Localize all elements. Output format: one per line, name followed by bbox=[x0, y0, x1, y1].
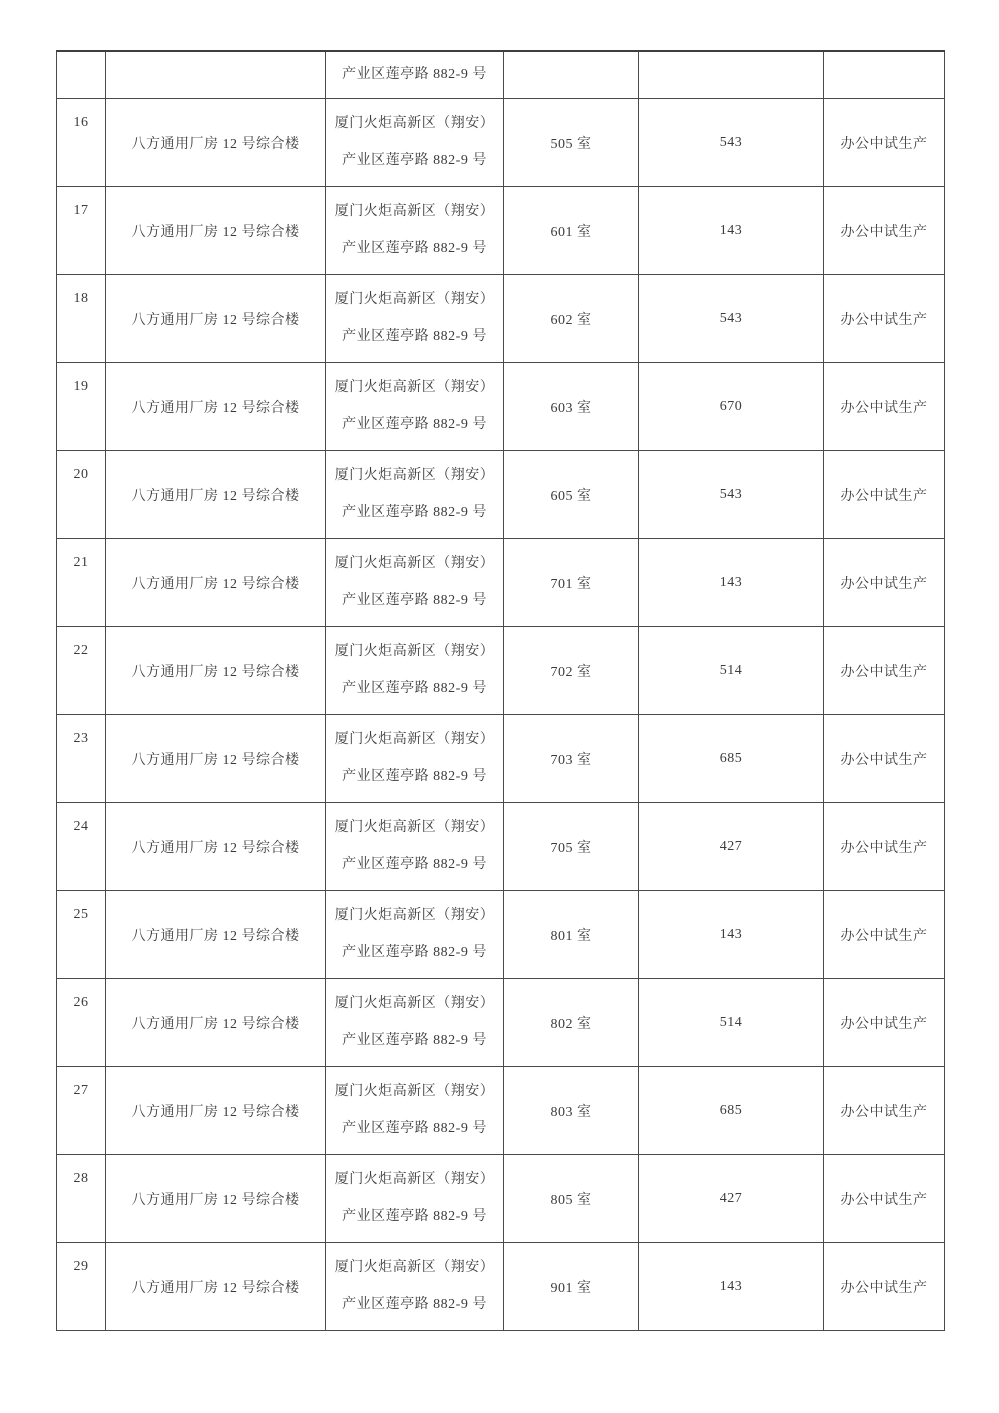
address-cell bbox=[326, 715, 504, 803]
address-line-2: 产业区莲亭路 882-9 号 bbox=[342, 505, 487, 521]
room-number: 901 室 bbox=[550, 1280, 592, 1296]
building-name: 八方通用厂房 12 号综合楼 bbox=[131, 224, 300, 240]
area-cell bbox=[639, 1243, 824, 1331]
room-cell bbox=[504, 539, 639, 627]
area-value: 514 bbox=[719, 662, 743, 678]
usage-label: 办公中试生产 bbox=[840, 312, 928, 328]
area-value: 143 bbox=[719, 926, 743, 942]
address-line-1: 厦门火炬高新区（翔安） bbox=[334, 379, 495, 395]
area-value: 143 bbox=[719, 222, 743, 238]
room-number: 602 室 bbox=[550, 312, 592, 328]
row-number: 23 bbox=[73, 731, 89, 746]
address-cell bbox=[326, 363, 504, 451]
address-line-1: 厦门火炬高新区（翔安） bbox=[334, 907, 495, 923]
address-line-2: 产业区莲亭路 882-9 号 bbox=[342, 945, 487, 961]
building-name-cell bbox=[106, 1155, 326, 1243]
address-cell bbox=[326, 99, 504, 187]
area-cell bbox=[639, 275, 824, 363]
allocation-table bbox=[56, 50, 945, 1331]
building-name-cell bbox=[106, 627, 326, 715]
room-cell bbox=[504, 803, 639, 891]
room-cell bbox=[504, 891, 639, 979]
address-line-2: 产业区莲亭路 882-9 号 bbox=[342, 153, 487, 169]
usage-cell bbox=[824, 187, 945, 275]
area-value: 685 bbox=[719, 1102, 743, 1118]
address-line-1: 厦门火炬高新区（翔安） bbox=[334, 1259, 495, 1275]
building-name-cell bbox=[106, 363, 326, 451]
building-name-cell bbox=[106, 539, 326, 627]
building-name-cell bbox=[106, 451, 326, 539]
building-name: 八方通用厂房 12 号综合楼 bbox=[131, 1104, 300, 1120]
building-name-cell bbox=[106, 1243, 326, 1331]
usage-cell bbox=[824, 275, 945, 363]
building-name: 八方通用厂房 12 号综合楼 bbox=[131, 1280, 300, 1296]
usage-cell bbox=[824, 715, 945, 803]
table-row bbox=[57, 451, 945, 539]
room-number: 603 室 bbox=[550, 400, 592, 416]
usage-label: 办公中试生产 bbox=[840, 1280, 928, 1296]
usage-cell bbox=[824, 1067, 945, 1155]
row-number: 29 bbox=[73, 1259, 89, 1274]
row-number-cell bbox=[57, 187, 106, 275]
usage-cell bbox=[824, 363, 945, 451]
address-line-1: 厦门火炬高新区（翔安） bbox=[334, 555, 495, 571]
address-line-1: 厦门火炬高新区（翔安） bbox=[334, 203, 495, 219]
table-row bbox=[57, 363, 945, 451]
row-number: 20 bbox=[73, 467, 89, 482]
room-number: 701 室 bbox=[550, 576, 592, 592]
row-number: 28 bbox=[73, 1171, 89, 1186]
table-row bbox=[57, 627, 945, 715]
row-number-cell bbox=[57, 979, 106, 1067]
building-name: 八方通用厂房 12 号综合楼 bbox=[131, 928, 300, 944]
area-value: 514 bbox=[719, 1014, 743, 1030]
room-number: 703 室 bbox=[550, 752, 592, 768]
row-number: 27 bbox=[73, 1083, 89, 1098]
row-number: 26 bbox=[73, 995, 89, 1010]
row-number-cell bbox=[57, 803, 106, 891]
usage-cell bbox=[824, 979, 945, 1067]
area-value: 427 bbox=[719, 1190, 743, 1206]
area-cell bbox=[639, 539, 824, 627]
area-value: 143 bbox=[719, 574, 743, 590]
table-row bbox=[57, 1067, 945, 1155]
address-cell bbox=[326, 891, 504, 979]
usage-label: 办公中试生产 bbox=[840, 400, 928, 416]
address-line-2: 产业区莲亭路 882-9 号 bbox=[342, 329, 487, 345]
usage-label: 办公中试生产 bbox=[840, 1104, 928, 1120]
building-name: 八方通用厂房 12 号综合楼 bbox=[131, 1192, 300, 1208]
building-name-cell bbox=[106, 715, 326, 803]
usage-cell bbox=[824, 52, 945, 99]
room-cell bbox=[504, 99, 639, 187]
building-name: 八方通用厂房 12 号综合楼 bbox=[131, 576, 300, 592]
row-number: 21 bbox=[73, 555, 89, 570]
address-cell bbox=[326, 52, 504, 99]
row-number-cell bbox=[57, 1155, 106, 1243]
room-number: 505 室 bbox=[550, 136, 592, 152]
area-value: 543 bbox=[719, 134, 743, 150]
address-cell bbox=[326, 275, 504, 363]
room-number: 605 室 bbox=[550, 488, 592, 504]
table-row bbox=[57, 891, 945, 979]
room-number: 805 室 bbox=[550, 1192, 592, 1208]
usage-label: 办公中试生产 bbox=[840, 224, 928, 240]
address-line-2: 产业区莲亭路 882-9 号 bbox=[342, 681, 487, 697]
area-value: 427 bbox=[719, 838, 743, 854]
table-row bbox=[57, 1155, 945, 1243]
area-cell bbox=[639, 979, 824, 1067]
usage-cell bbox=[824, 99, 945, 187]
area-value: 670 bbox=[719, 398, 743, 414]
address-line-1: 厦门火炬高新区（翔安） bbox=[334, 995, 495, 1011]
address-line-2: 产业区莲亭路 882-9 号 bbox=[342, 1033, 487, 1049]
address-line-2: 产业区莲亭路 882-9 号 bbox=[342, 593, 487, 609]
row-number-cell bbox=[57, 715, 106, 803]
building-name: 八方通用厂房 12 号综合楼 bbox=[131, 488, 300, 504]
address-cell bbox=[326, 979, 504, 1067]
address-cell bbox=[326, 187, 504, 275]
row-number-cell bbox=[57, 539, 106, 627]
row-number: 17 bbox=[73, 203, 89, 218]
address-cell bbox=[326, 803, 504, 891]
usage-cell bbox=[824, 891, 945, 979]
table-row-continuation bbox=[57, 52, 945, 99]
area-cell bbox=[639, 1067, 824, 1155]
building-name-cell bbox=[106, 99, 326, 187]
usage-cell bbox=[824, 1155, 945, 1243]
address-line-1: 厦门火炬高新区（翔安） bbox=[334, 115, 495, 131]
room-number: 803 室 bbox=[550, 1104, 592, 1120]
building-name: 八方通用厂房 12 号综合楼 bbox=[131, 312, 300, 328]
room-number: 802 室 bbox=[550, 1016, 592, 1032]
area-value: 543 bbox=[719, 486, 743, 502]
address-line-1: 厦门火炬高新区（翔安） bbox=[334, 819, 495, 835]
usage-label: 办公中试生产 bbox=[840, 752, 928, 768]
area-cell bbox=[639, 715, 824, 803]
usage-cell bbox=[824, 451, 945, 539]
address-cell bbox=[326, 1155, 504, 1243]
usage-label: 办公中试生产 bbox=[840, 664, 928, 680]
row-number-cell bbox=[57, 627, 106, 715]
row-number-cell bbox=[57, 451, 106, 539]
row-number: 22 bbox=[73, 643, 89, 658]
row-number: 16 bbox=[73, 115, 89, 130]
room-cell bbox=[504, 52, 639, 99]
room-cell bbox=[504, 1155, 639, 1243]
building-name-cell bbox=[106, 1067, 326, 1155]
row-number: 24 bbox=[73, 819, 89, 834]
table-row bbox=[57, 539, 945, 627]
address-line-2: 产业区莲亭路 882-9 号 bbox=[342, 769, 487, 785]
address-line-1: 厦门火炬高新区（翔安） bbox=[334, 731, 495, 747]
room-cell bbox=[504, 363, 639, 451]
building-name-cell bbox=[106, 979, 326, 1067]
area-cell bbox=[639, 451, 824, 539]
table-row bbox=[57, 979, 945, 1067]
address-line-2: 产业区莲亭路 882-9 号 bbox=[342, 66, 487, 82]
row-number-cell bbox=[57, 99, 106, 187]
usage-label: 办公中试生产 bbox=[840, 136, 928, 152]
address-cell bbox=[326, 627, 504, 715]
table-row bbox=[57, 1243, 945, 1331]
row-number-cell bbox=[57, 1243, 106, 1331]
address-line-1: 厦门火炬高新区（翔安） bbox=[334, 467, 495, 483]
address-cell bbox=[326, 451, 504, 539]
row-number: 18 bbox=[73, 291, 89, 306]
building-name-cell bbox=[106, 803, 326, 891]
building-name: 八方通用厂房 12 号综合楼 bbox=[131, 752, 300, 768]
table-row bbox=[57, 187, 945, 275]
table-rows bbox=[57, 99, 945, 1331]
building-name: 八方通用厂房 12 号综合楼 bbox=[131, 136, 300, 152]
building-name-cell bbox=[106, 891, 326, 979]
table-row bbox=[57, 803, 945, 891]
address-line-2: 产业区莲亭路 882-9 号 bbox=[342, 1209, 487, 1225]
table-row bbox=[57, 275, 945, 363]
area-value: 543 bbox=[719, 310, 743, 326]
table-row bbox=[57, 99, 945, 187]
area-cell bbox=[639, 363, 824, 451]
row-number-cell bbox=[57, 363, 106, 451]
table-row bbox=[57, 715, 945, 803]
building-name: 八方通用厂房 12 号综合楼 bbox=[131, 664, 300, 680]
building-name-cell bbox=[106, 275, 326, 363]
area-value: 685 bbox=[719, 750, 743, 766]
address-cell bbox=[326, 539, 504, 627]
address-line-2: 产业区莲亭路 882-9 号 bbox=[342, 417, 487, 433]
room-number: 801 室 bbox=[550, 928, 592, 944]
area-value: 143 bbox=[719, 1278, 743, 1294]
room-cell bbox=[504, 627, 639, 715]
address-line-2: 产业区莲亭路 882-9 号 bbox=[342, 857, 487, 873]
usage-cell bbox=[824, 539, 945, 627]
address-line-1: 厦门火炬高新区（翔安） bbox=[334, 291, 495, 307]
row-number: 25 bbox=[73, 907, 89, 922]
usage-label: 办公中试生产 bbox=[840, 1192, 928, 1208]
address-line-2: 产业区莲亭路 882-9 号 bbox=[342, 241, 487, 257]
room-cell bbox=[504, 1067, 639, 1155]
area-cell bbox=[639, 99, 824, 187]
usage-label: 办公中试生产 bbox=[840, 488, 928, 504]
usage-label: 办公中试生产 bbox=[840, 928, 928, 944]
room-number: 705 室 bbox=[550, 840, 592, 856]
room-cell bbox=[504, 715, 639, 803]
address-cell bbox=[326, 1067, 504, 1155]
address-line-2: 产业区莲亭路 882-9 号 bbox=[342, 1297, 487, 1313]
row-number-cell bbox=[57, 1067, 106, 1155]
building-name-cell bbox=[106, 187, 326, 275]
room-cell bbox=[504, 451, 639, 539]
usage-label: 办公中试生产 bbox=[840, 576, 928, 592]
address-line-1: 厦门火炬高新区（翔安） bbox=[334, 643, 495, 659]
area-cell bbox=[639, 52, 824, 99]
usage-cell bbox=[824, 627, 945, 715]
usage-cell bbox=[824, 803, 945, 891]
usage-label: 办公中试生产 bbox=[840, 840, 928, 856]
room-number: 601 室 bbox=[550, 224, 592, 240]
address-line-1: 厦门火炬高新区（翔安） bbox=[334, 1171, 495, 1187]
room-cell bbox=[504, 1243, 639, 1331]
usage-label: 办公中试生产 bbox=[840, 1016, 928, 1032]
address-line-2: 产业区莲亭路 882-9 号 bbox=[342, 1121, 487, 1137]
row-number-cell bbox=[57, 275, 106, 363]
address-cell bbox=[326, 1243, 504, 1331]
row-number-cell bbox=[57, 891, 106, 979]
building-name: 八方通用厂房 12 号综合楼 bbox=[131, 400, 300, 416]
building-name-cell bbox=[106, 52, 326, 99]
building-name: 八方通用厂房 12 号综合楼 bbox=[131, 1016, 300, 1032]
room-number: 702 室 bbox=[550, 664, 592, 680]
area-cell bbox=[639, 803, 824, 891]
room-cell bbox=[504, 187, 639, 275]
room-cell bbox=[504, 979, 639, 1067]
row-number: 19 bbox=[73, 379, 89, 394]
address-line-1: 厦门火炬高新区（翔安） bbox=[334, 1083, 495, 1099]
area-cell bbox=[639, 891, 824, 979]
building-name: 八方通用厂房 12 号综合楼 bbox=[131, 840, 300, 856]
row-number-cell bbox=[57, 52, 106, 99]
room-cell bbox=[504, 275, 639, 363]
usage-cell bbox=[824, 1243, 945, 1331]
area-cell bbox=[639, 187, 824, 275]
area-cell bbox=[639, 1155, 824, 1243]
area-cell bbox=[639, 627, 824, 715]
